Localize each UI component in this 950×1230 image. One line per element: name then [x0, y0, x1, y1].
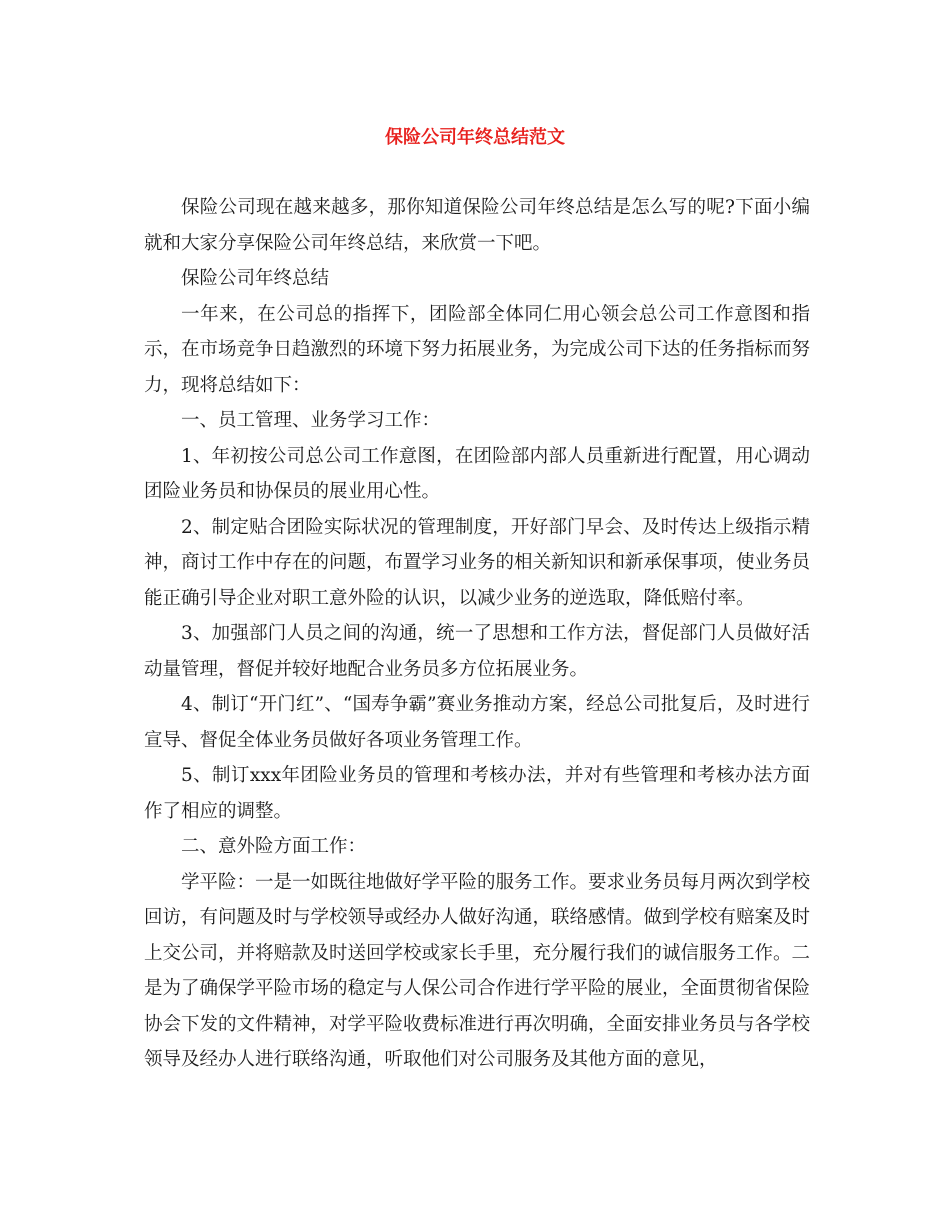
paragraph-intro: 保险公司现在越来越多，那你知道保险公司年终总结是怎么写的呢?下面小编就和大家分享保险公司年终总结，来欣赏一下吧。 — [144, 197, 810, 254]
paragraph-overview: 一年来，在公司总的指挥下，团险部全体同仁用心领会总公司工作意图和指示，在市场竞争日趋激烈的环境下努力拓展业务，为完成公司下达的任务指标而努力，现将总结如下： — [144, 303, 811, 396]
paragraph-item-2: 2、制定贴合团险实际状况的管理制度，开好部门早会、及时传达上级指示精神，商讨工作中存在的问题，布置学习业务的相关新知识和新承保事项，使业务员能正确引导企业对职工意外险的认识，以减少业务的逆选取，降低赔付率。 — [144, 516, 811, 609]
document-body — [144, 190, 810, 1078]
paragraph-item-5: 5、制订xxx年团险业务员的管理和考核办法，并对有些管理和考核办法方面作了相应的调整。 — [144, 765, 810, 822]
section-heading-accident: 二、意外险方面工作： — [181, 836, 367, 857]
paragraph-subtitle: 保险公司年终总结 — [181, 268, 330, 289]
paragraph-item-3: 3、加强部门人员之间的沟通，统一了思想和工作方法，督促部门人员做好活动量管理，督促并较好地配合业务员多方位拓展业务。 — [144, 623, 810, 680]
paragraph-item-4: 4、制订“开门红”、“国寿争霸”赛业务推动方案，经总公司批复后，及时进行宣导、督促全体业务员做好各项业务管理工作。 — [144, 694, 810, 751]
section-heading-staff: 一、员工管理、业务学习工作： — [181, 410, 441, 431]
document-title: 保险公司年终总结范文 — [385, 127, 565, 148]
paragraph-item-1: 1、年初按公司总公司工作意图，在团险部内部人员重新进行配置，用心调动团险业务员和协保员的展业用心性。 — [144, 445, 810, 502]
paragraph-student-insurance: 学平险：一是一如既往地做好学平险的服务工作。要求业务员每月两次到学校回访，有问题及时与学校领导或经办人做好沟通，联络感情。做到学校有赔案及时上交公司，并将赔款及时送回学校或家长手里，充分履行我们的诚信服务工作。二是为了确保学平险市场的稳定与人保公司合作进行学平险的展业，全面贯彻省保险协会下发的文件精神，对学平险收费标准进行再次明确，全面安排业务员与各学校领导及经办人进行联络沟通，听取他们对公司服务及其他方面的意见， — [144, 871, 811, 1070]
